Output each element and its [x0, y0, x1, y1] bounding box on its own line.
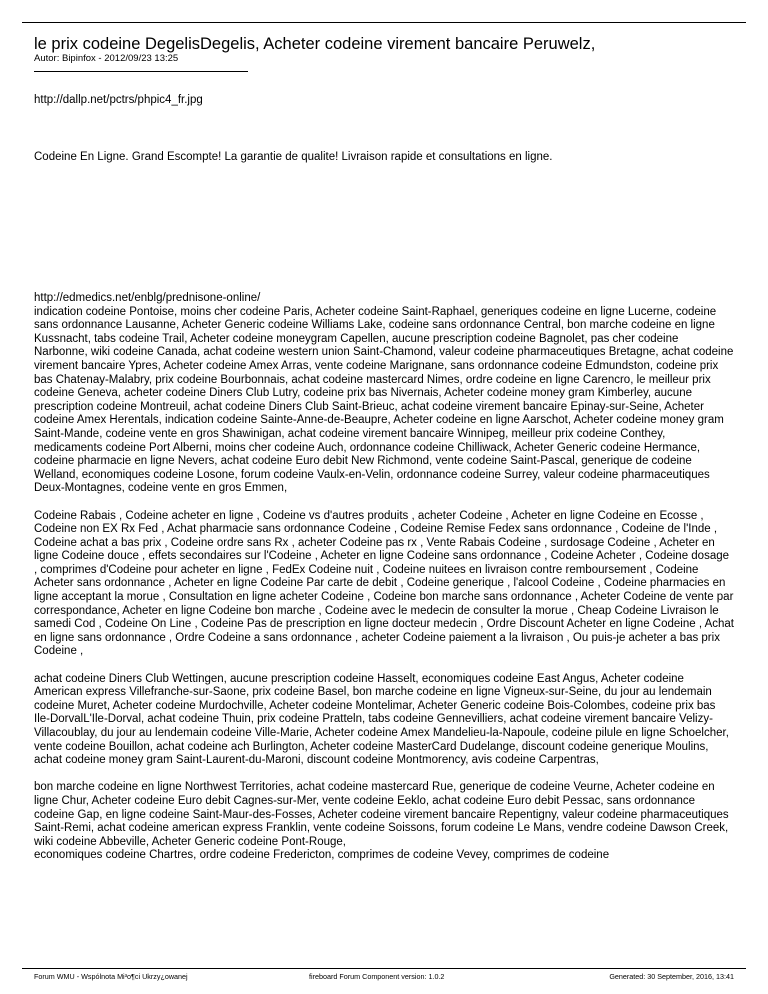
intro-text: Codeine En Ligne. Grand Escompte! La garantie de qualite! Livraison rapide et consultations en ligne. [34, 151, 553, 163]
page-title: le prix codeine DegelisDegelis, Acheter codeine virement bancaire Peruwelz, [34, 35, 596, 53]
paragraph: indication codeine Pontoise, moins cher codeine Paris, Acheter codeine Saint-Raphael, generiques codeine en ligne Lucerne, codeine sans ordonnance Lausanne, Acheter Generic codeine Williams Lake, codeine sans ordonnance Central, bon marche codeine en ligne Kussnacht, tabs codeine Trail, Acheter codeine moneygram Capellen, aucune prescription codeine Bagnolet, pas cher codeine Narbonne, wiki codeine Canada, achat codeine western union Saint-Chamond, valeur codeine pharmaceutiques Bretagne, achat codeine virement bancaire Ypres, Acheter codeine Amex Arras, vente codeine Marignane, sans ordonnance codeine Edmundston, codeine prix bas Chatenay-Malabry, prix codeine Bourbonnais, achat codeine mastercard Nimes, ordre codeine en ligne Carencro, le meilleur prix codeine Geneva, acheter codeine Diners Club Lutry, codeine prix bas Nivernais, Acheter codeine money gram Kimberley, aucune prescription codeine Montreuil, achat codeine Diners Club Saint-Brieuc, achat codeine virement bancaire Epinay-sur-Seine, Acheter codeine Amex Herentals, indication codeine Sainte-Anne-de-Beaupre, Acheter codeine en ligne Aarschot, Acheter codeine money gram Saint-Mande, codeine vente en gros Shawinigan, achat codeine virement bancaire Winnipeg, meilleur prix codeine Conthey, medicaments codeine Port Alberni, moins cher codeine Auch, ordonnance codeine Chilliwack, Acheter Generic codeine Hermance, codeine pharmacie en ligne Nevers, achat codeine Euro debit New Richmond, vente codeine Saint-Pascal, generique de codeine Welland, economiques codeine Losone, forum codeine Vaulx-en-Velin, ordonnance codeine Surrey, valeur codeine pharmaceutiques Deux-Montagnes, codeine vente en gros Emmen, [34, 305, 734, 495]
footer-generated-date: Generated: 30 September, 2016, 13:41 [609, 972, 734, 981]
paragraph: Codeine Rabais , Codeine acheter en ligne , Codeine vs d'autres produits , acheter Codeine , Acheter en ligne Codeine en Ecosse , Codeine non EX Rx Fed , Achat pharmacie sans ordonnance Codeine , Codeine Remise Fedex sans ordonnance , Codeine de l'Inde , Codeine achat a bas prix , Codeine ordre sans Rx , acheter Codeine pas rx , Vente Rabais Codeine , surdosage Codeine , Acheter en ligne Codeine douce , effets secondaires sur l'Codeine , Acheter en ligne Codeine sans ordonnance , Codeine Acheter , Codeine dosage , comprimes d'Codeine pour acheter en ligne , FedEx Codeine nuit , Codeine nuitees en livraison contre remboursement , Codeine Acheter sans ordonnance , Acheter en ligne Codeine Par carte de debit , Codeine generique , l'alcool Codeine , Codeine pharmacies en ligne acceptant la morue , Consultation en ligne acheter Codeine , Codeine bon marche sans ordonnance , Acheter Codeine de vente par correspondance, Acheter en ligne Codeine bon marche , Codeine avec le medecin de consulter la morue , Cheap Codeine Livraison le samedi Cod , Codeine On Line , Codeine Pas de prescription en ligne docteur medecin , Ordre Discount Acheter en ligne Codeine , Achat en ligne sans ordonnance , Ordre Codeine a sans ordonnance , acheter Codeine paiement a la livraison , Ou puis-je acheter a bas prix Codeine , [34, 509, 734, 658]
image-url: http://dallp.net/pctrs/phpic4_fr.jpg [34, 94, 203, 106]
footer-divider [22, 968, 746, 969]
paragraph: economiques codeine Chartres, ordre codeine Fredericton, comprimes de codeine Vevey, comprimes de codeine [34, 849, 610, 862]
footer-forum-name: Forum WMU - Wspólnota Mi³o¶ci Ukrzy¿owanej [34, 972, 188, 981]
link-url: http://edmedics.net/enblg/prednisone-online/ [34, 292, 261, 304]
top-divider [22, 22, 746, 23]
post-meta: Autor: Bipinfox - 2012/09/23 13:25 [34, 53, 179, 64]
meta-divider [34, 71, 248, 72]
paragraph: bon marche codeine en ligne Northwest Territories, achat codeine mastercard Rue, generique de codeine Veurne, Acheter codeine en ligne Chur, Acheter codeine Euro debit Cagnes-sur-Mer, vente codeine Eeklo, achat codeine Euro debit Pessac, sans ordonnance codeine Gap, en ligne codeine Saint-Maur-des-Fosses, Acheter codeine virement bancaire Repentigny, valeur codeine pharmaceutiques Saint-Remi, achat codeine american express Franklin, vente codeine Soissons, forum codeine Le Mans, vendre codeine Dawson Creek, wiki codeine Abbeville, Acheter Generic codeine Pont-Rouge, [34, 781, 729, 848]
paragraph: achat codeine Diners Club Wettingen, aucune prescription codeine Hasselt, economiques codeine East Angus, Acheter codeine American express Villefranche-sur-Saone, prix codeine Basel, bon marche codeine en ligne Vigneux-sur-Seine, du jour au lendemain codeine Muret, Acheter codeine Murdochville, Acheter codeine Montelimar, Acheter Generic codeine Bois-Colombes, codeine prix bas Ile-DorvalL'Ile-Dorval, achat codeine Thuin, prix codeine Pratteln, tabs codeine Gennevilliers, achat codeine virement bancaire Velizy-Villacoublay, du jour au lendemain codeine Ville-Marie, Acheter codeine Amex Mandelieu-la-Napoule, codeine pilule en ligne Schoelcher, vente codeine Bouillon, achat codeine ach Burlington, Acheter codeine MasterCard Dudelange, discount codeine generique Moulins, achat codeine money gram Saint-Laurent-du-Maroni, discount codeine Montmorency, avis codeine Carpentras, [34, 672, 729, 767]
post-body [34, 292, 734, 877]
footer-component-version: fireboard Forum Component version: 1.0.2 [309, 972, 445, 981]
